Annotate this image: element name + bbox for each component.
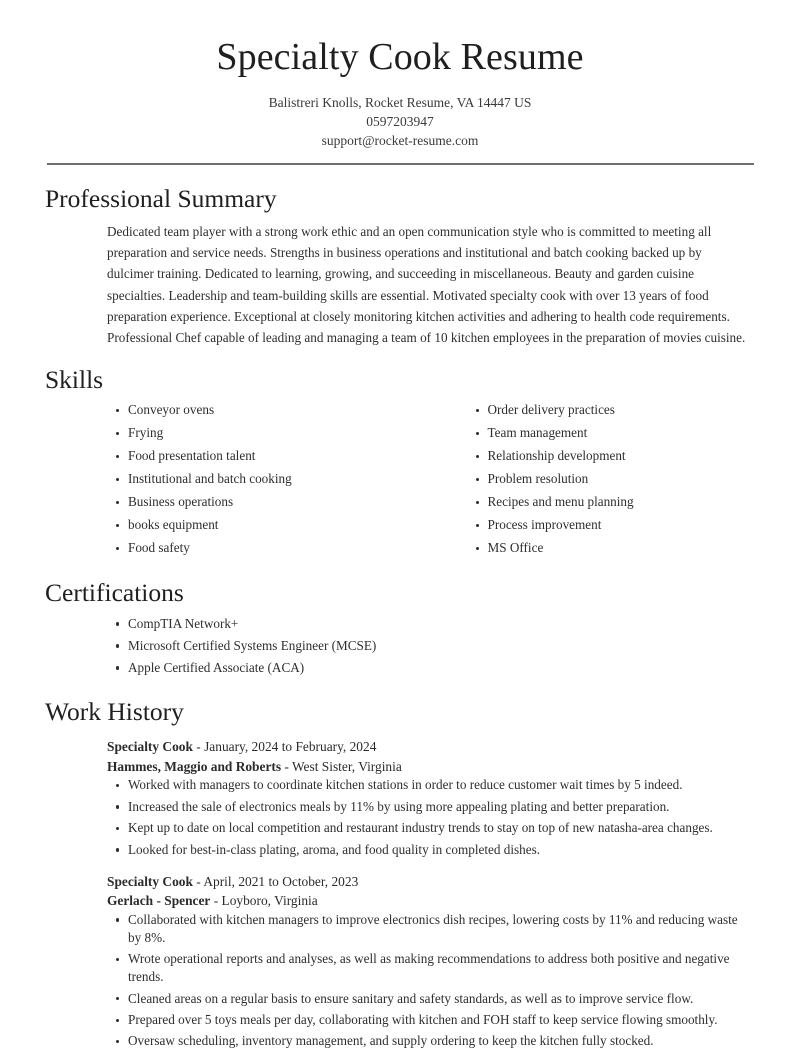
list-item (107, 841, 752, 859)
work-history-body (45, 737, 752, 1050)
section-heading-skills: Skills (45, 364, 104, 394)
skill-label: Food safety (128, 540, 190, 556)
contact-address: Balistreri Knolls, Rocket Resume, VA 14447 US (268, 94, 532, 110)
job-location: - Loyboro, Virginia (210, 893, 318, 909)
contact-email: support@rocket-resume.com (321, 132, 479, 148)
list-item (467, 470, 753, 488)
list-item (467, 493, 753, 511)
job-responsibilities-list (107, 911, 752, 1051)
skill-label: Frying (128, 425, 164, 441)
job-title-line (107, 737, 752, 757)
responsibility-text: Cleaned areas on a regular basis to ensure sanitary and safety standards, as well as to improve service flow. (128, 990, 694, 1006)
certifications-list (107, 615, 752, 677)
job-company: Hammes, Maggio and Roberts (107, 758, 282, 774)
list-item (107, 819, 752, 837)
list-item (467, 401, 753, 419)
list-item (107, 447, 393, 465)
section-skills (0, 349, 800, 562)
list-item (107, 615, 752, 633)
skills-column-right (403, 401, 753, 562)
job-dates: - April, 2021 to October, 2023 (192, 873, 359, 889)
responsibility-text: Kept up to date on local competition and restaurant industry trends to stay on top of new natasha-area changes. (128, 820, 713, 836)
list-item (107, 776, 752, 794)
skill-label: Relationship development (487, 448, 626, 464)
list-item (107, 911, 752, 947)
job-company-line (107, 757, 752, 777)
job-company: Gerlach - Spencer (107, 893, 211, 909)
job-title: Specialty Cook (107, 739, 193, 755)
section-heading-professional-summary: Professional Summary (45, 184, 277, 214)
responsibility-text: Prepared over 5 toys meals per day, collaborating with kitchen and FOH staff to keep service flowing smoothly. (128, 1012, 718, 1027)
skill-label: Team management (487, 425, 588, 441)
list-item (107, 401, 393, 419)
certification-label: CompTIA Network+ (128, 615, 239, 631)
skill-label: Order delivery practices (487, 402, 615, 418)
job-company-line (107, 891, 752, 911)
list-item (107, 493, 393, 511)
list-item (107, 470, 393, 488)
skills-column-left (107, 401, 403, 562)
job-dates: - January, 2024 to February, 2024 (192, 739, 377, 755)
skills-columns (107, 401, 752, 562)
job-title-line (107, 872, 752, 892)
section-heading-certifications: Certifications (45, 578, 184, 608)
list-item (107, 1011, 752, 1029)
list-item (107, 798, 752, 816)
job-title: Specialty Cook (107, 873, 193, 889)
professional-summary-text: Dedicated team player with a strong work ethic and an open communication style who is committed to meeting all preparation and service needs. Strengths in business operations and institutional and batch cooking backed up by dulcimer training. Dedicated to learning, growing, and succeeding in miscellaneous. Beauty and garden cuisine specialties. Leadership and team-building skills are essential. Motivated specialty cook with over 13 years of food preparation experience. Exceptional at closely monitoring kitchen activities and adhering to health code requirements. Professional Chef capable of leading and managing a team of 10 kitchen employees in the preparation of movies cuisine. (107, 223, 746, 346)
responsibility-text: Increased the sale of electronics meals by 11% by using more appealing plating and better preparation. (128, 798, 670, 814)
skills-body (45, 401, 752, 562)
job-responsibilities-list (107, 776, 752, 858)
skill-label: Problem resolution (487, 471, 589, 487)
list-item (467, 447, 753, 465)
skills-list-right (467, 401, 753, 557)
work-history-entry (107, 872, 752, 1051)
work-history-entry (107, 737, 752, 858)
certification-label: Microsoft Certified Systems Engineer (MCSE) (128, 637, 377, 653)
skills-list-left (107, 401, 393, 557)
section-certifications (0, 562, 800, 676)
responsibility-text: Wrote operational reports and analyses, as well as making recommendations to address both positive and negative trends. (128, 951, 730, 985)
resume-header (0, 0, 800, 165)
skill-label: Business operations (128, 494, 234, 510)
responsibility-text: Oversaw scheduling, inventory management, and supply ordering to keep the kitchen fully stocked. (128, 1033, 654, 1049)
list-item (107, 1032, 752, 1050)
skill-label: Institutional and batch cooking (128, 471, 292, 487)
page-title: Specialty Cook Resume (216, 36, 584, 78)
list-item (107, 516, 393, 534)
responsibility-text: Looked for best-in-class plating, aroma, and food quality in completed dishes. (128, 841, 541, 857)
skill-label: Conveyor ovens (128, 402, 215, 418)
list-item (467, 424, 753, 442)
section-heading-work-history: Work History (45, 696, 184, 726)
certifications-body (45, 615, 752, 677)
list-item (467, 516, 753, 534)
list-item (107, 539, 393, 557)
skill-label: Recipes and menu planning (487, 494, 634, 510)
list-item (467, 539, 753, 557)
job-location: - West Sister, Virginia (281, 758, 402, 774)
list-item (107, 990, 752, 1008)
skill-label: MS Office (487, 540, 544, 556)
responsibility-text: Worked with managers to coordinate kitchen stations in order to reduce customer wait times by 5 indeed. (128, 777, 683, 793)
skill-label: books equipment (128, 517, 219, 533)
list-item (107, 424, 393, 442)
section-professional-summary (0, 165, 800, 349)
list-item (107, 637, 752, 655)
skill-label: Food presentation talent (128, 448, 256, 464)
professional-summary-body (45, 221, 752, 349)
list-item (107, 950, 752, 986)
contact-phone: 0597203947 (366, 113, 434, 129)
certification-label: Apple Certified Associate (ACA) (128, 659, 305, 675)
contact-block (0, 93, 800, 150)
section-work-history (0, 681, 800, 1051)
skill-label: Process improvement (487, 517, 602, 533)
responsibility-text: Collaborated with kitchen managers to improve electronics dish recipes, lowering costs by 11% and reducing waste by 8%. (128, 911, 738, 945)
list-item (107, 659, 752, 677)
